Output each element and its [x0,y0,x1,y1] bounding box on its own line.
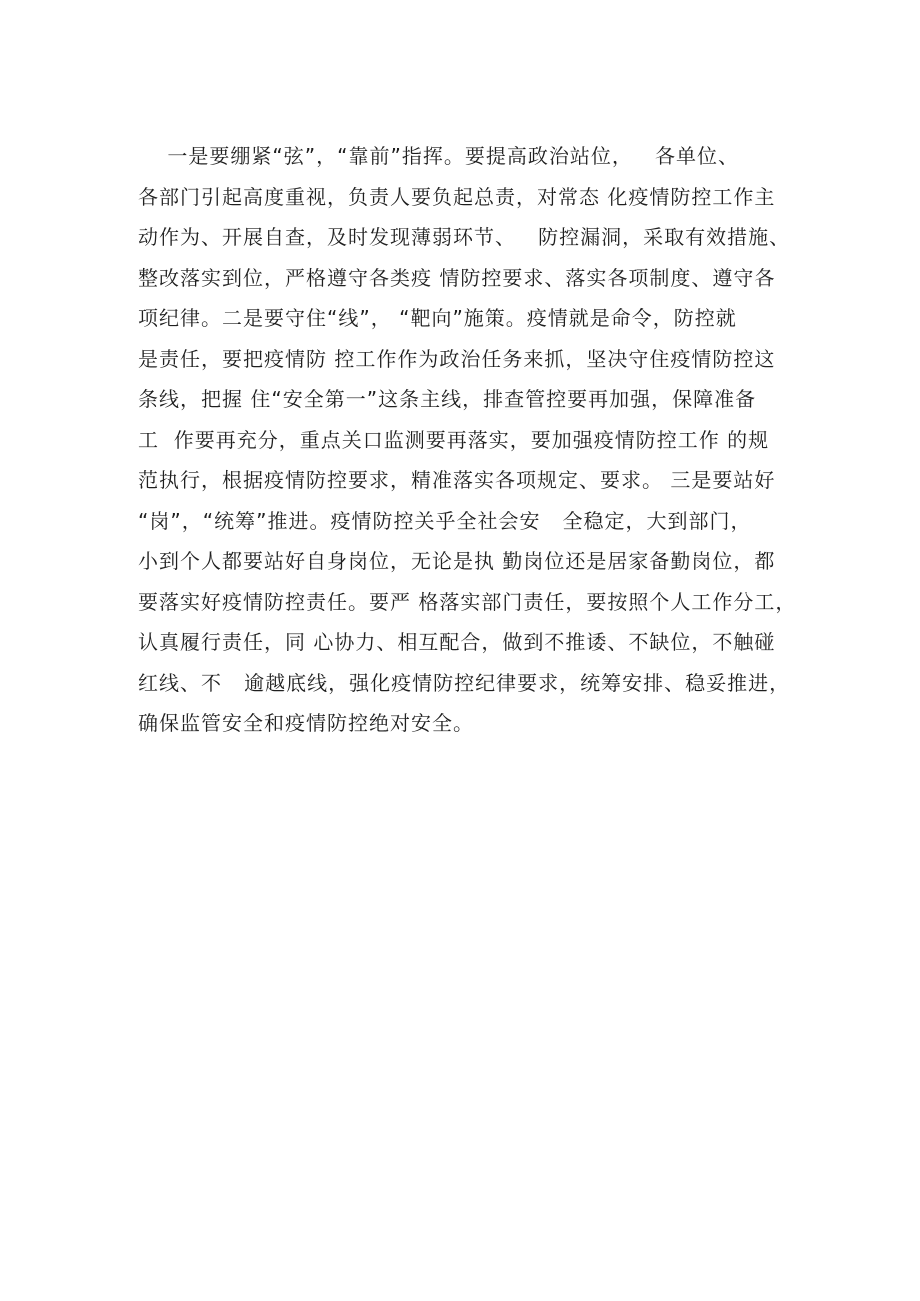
paragraph-line: 条线，把握 住“安全第一”这条主线，排查管控要再加强，保障准备 [138,387,757,411]
paragraph-line: 小到个人都要站好自身岗位，无论是执 勤岗位还是居家备勤岗位，都 [138,549,776,573]
document-paragraph [138,136,818,744]
paragraph-line: 项纪律。二是要守住“线”， “靶向”施策。疫情就是命令，防控就 [138,306,737,330]
paragraph-line: 一是要绷紧“弦”，“靠前”指挥。要提高政治站位， 各单位、 [138,144,739,168]
paragraph-line: 是责任，要把疫情防 控工作作为政治任务来抓，坚决守住疫情防控这 [138,346,776,371]
paragraph-line: “岗”，“统筹”推进。疫情防控关乎全社会安 全稳定，大到部门， [138,508,752,533]
paragraph-line: 红线、不 逾越底线，强化疫情防控纪律要求，统筹安排、稳妥推进， [138,670,791,695]
paragraph-line: 动作为、开展自查，及时发现薄弱环节、 防控漏洞，采取有效措施、 [138,225,791,249]
paragraph-line: 整改落实到位，严格遵守各类疫 情防控要求、落实各项制度、遵守各 [138,265,776,290]
paragraph-line: 各部门引起高度重视，负责人要负起总责，对常态 化疫情防控工作主 [138,184,776,209]
paragraph-line: 认真履行责任，同 心协力、相互配合，做到不推诿、不缺位，不触碰 [138,630,776,654]
paragraph-line: 范执行，根据疫情防控要求，精准落实各项规定、要求。 三是要站好 [138,468,776,492]
paragraph-line: 确保监管安全和疫情防控绝对安全。 [138,711,474,735]
paragraph-line: 工 作要再充分，重点关口监测要再落实，要加强疫情防控工作 的规 [138,427,770,452]
paragraph-line: 要落实好疫情防控责任。要严 格落实部门责任，要按照个人工作分工， [138,589,797,614]
